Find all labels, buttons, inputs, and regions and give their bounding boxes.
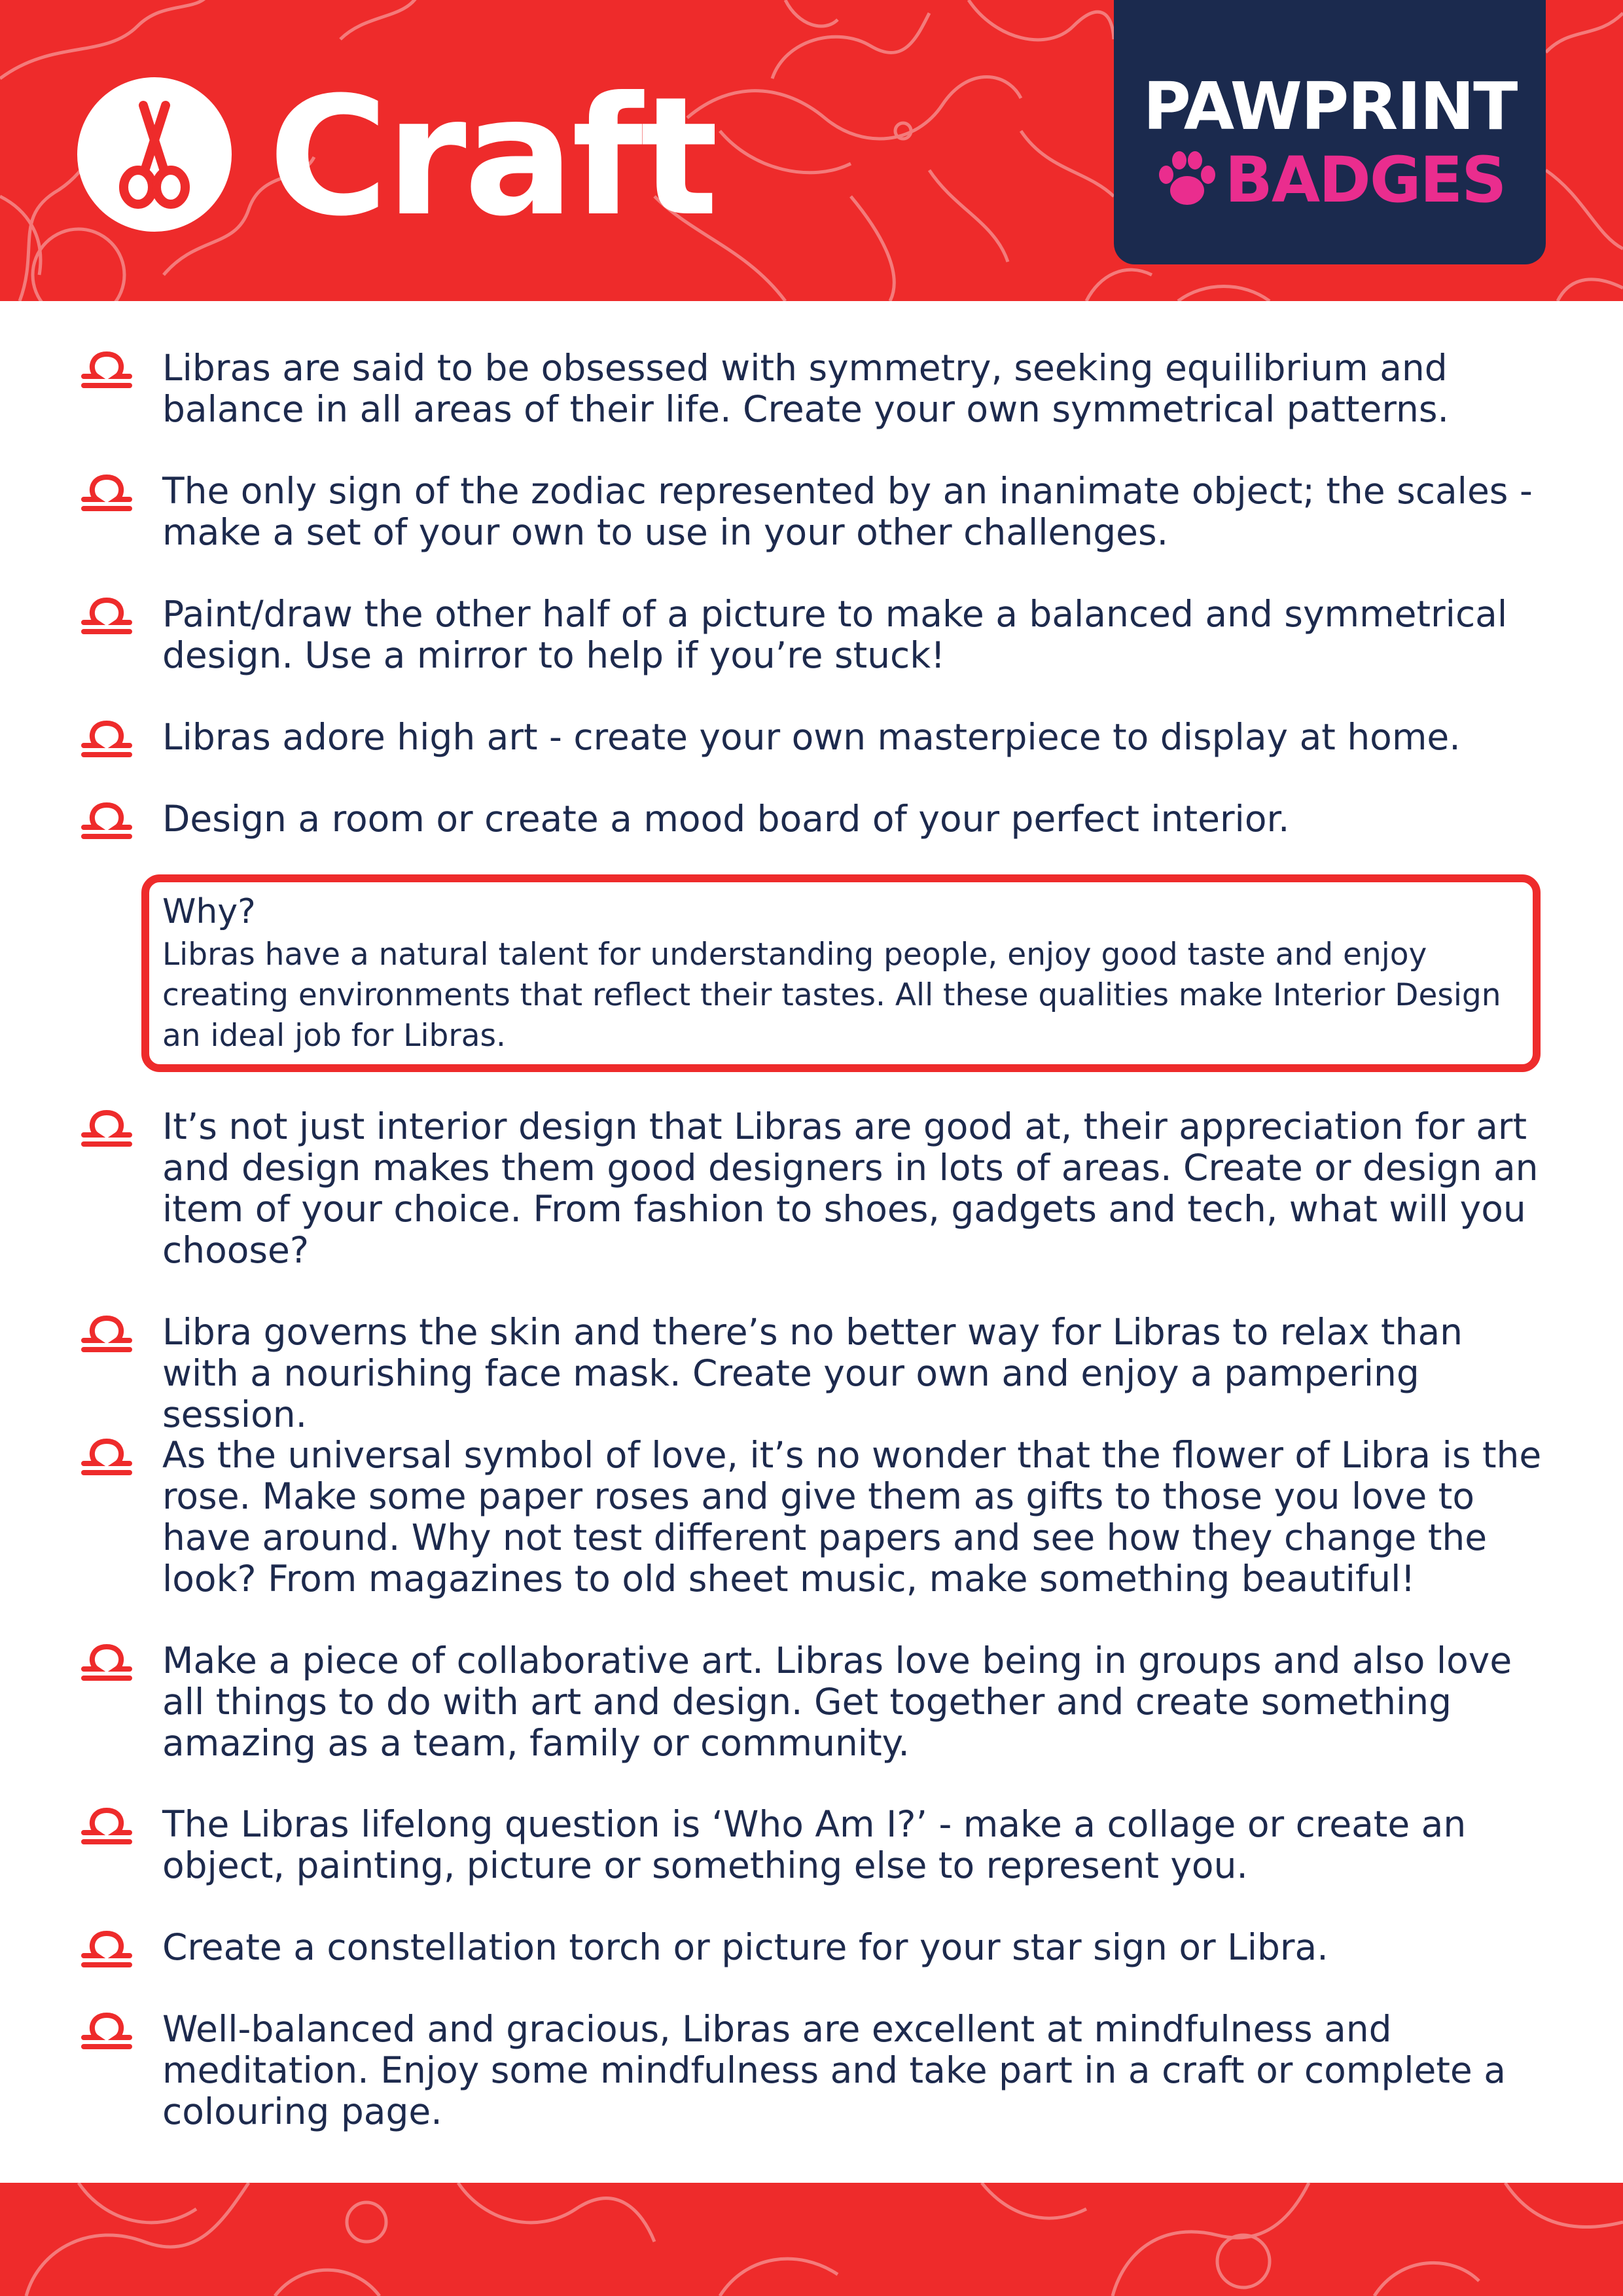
list-item: Create a constellation torch or picture for your star sign or Libra. [162,1926,1329,1968]
logo-line-2: BADGES [1224,143,1506,217]
why-callout-box [141,874,1541,1072]
list-item: Libra governs the skin and there’s no better way for Libras to relax than with a nourishing face mask. Create your own and enjoy a pampering session. [162,1311,1463,1435]
list-item: As the universal symbol of love, it’s no wonder that the flower of Libra is the rose. Make some paper roses and give them as gifts to those you love to have around. Why not test different papers and see how they change the look? From magazines to old sheet music, make something beautiful! [162,1434,1542,1600]
paw-icon [1154,149,1220,211]
list-item: Libras adore high art - create your own masterpiece to display at home. [162,716,1461,758]
list-item: The only sign of the zodiac represented by an inanimate object; the scales - make a set of your own to use in your other challenges. [162,470,1533,553]
logo-line-2-row [1147,144,1513,216]
libra-icon [79,1805,135,1847]
footer-banner [0,2183,1623,2296]
libra-icon [79,472,135,514]
list-item: It’s not just interior design that Libras are good at, their appreciation for art and design makes them good designers in lots of areas. Create or design an item of your choice. From fashion to shoes, gadgets and tech, what will you choose? [162,1105,1539,1271]
libra-icon [79,718,135,760]
libra-icon [79,349,135,391]
scissors-icon-badge [77,77,232,232]
why-body: Libras have a natural talent for understanding people, enjoy good taste and enjoy creating environments that reflect their tastes. All these qualities make Interior Design an ideal job for Libras. [162,937,1501,1054]
libra-icon [79,1436,135,1478]
list-item: Make a piece of collaborative art. Libras love being in groups and also love all things to do with art and design. Get together and create something amazing as a team, family or community. [162,1640,1512,1764]
pawprint-badges-logo [1114,0,1546,264]
logo-line-1: PAWPRINT [1143,68,1517,145]
libra-icon [79,800,135,842]
scissors-icon [105,99,204,210]
list-item: Paint/draw the other half of a picture to make a balanced and symmetrical design. Use a mirror to help if you’re stuck! [162,593,1508,676]
why-title: Why? [162,892,256,931]
page-title: Craft [268,62,716,252]
list-item: Design a room or create a mood board of your perfect interior. [162,798,1290,840]
libra-icon [79,2010,135,2052]
libra-icon [79,1928,135,1970]
header-banner [0,0,1623,301]
libra-icon [79,1641,135,1683]
list-item: Libras are said to be obsessed with symmetry, seeking equilibrium and balance in all areas of their life. Create your own symmetrical patterns. [162,347,1449,430]
decorative-line-art [0,2183,1623,2296]
libra-icon [79,1107,135,1149]
list-item: Well-balanced and gracious, Libras are excellent at mindfulness and meditation. Enjoy some mindfulness and take part in a craft or complete a colouring page. [162,2008,1506,2132]
libra-icon [79,595,135,637]
list-item: The Libras lifelong question is ‘Who Am I?’ - make a collage or create an object, painting, picture or something else to represent you. [162,1803,1467,1886]
libra-icon [79,1313,135,1355]
